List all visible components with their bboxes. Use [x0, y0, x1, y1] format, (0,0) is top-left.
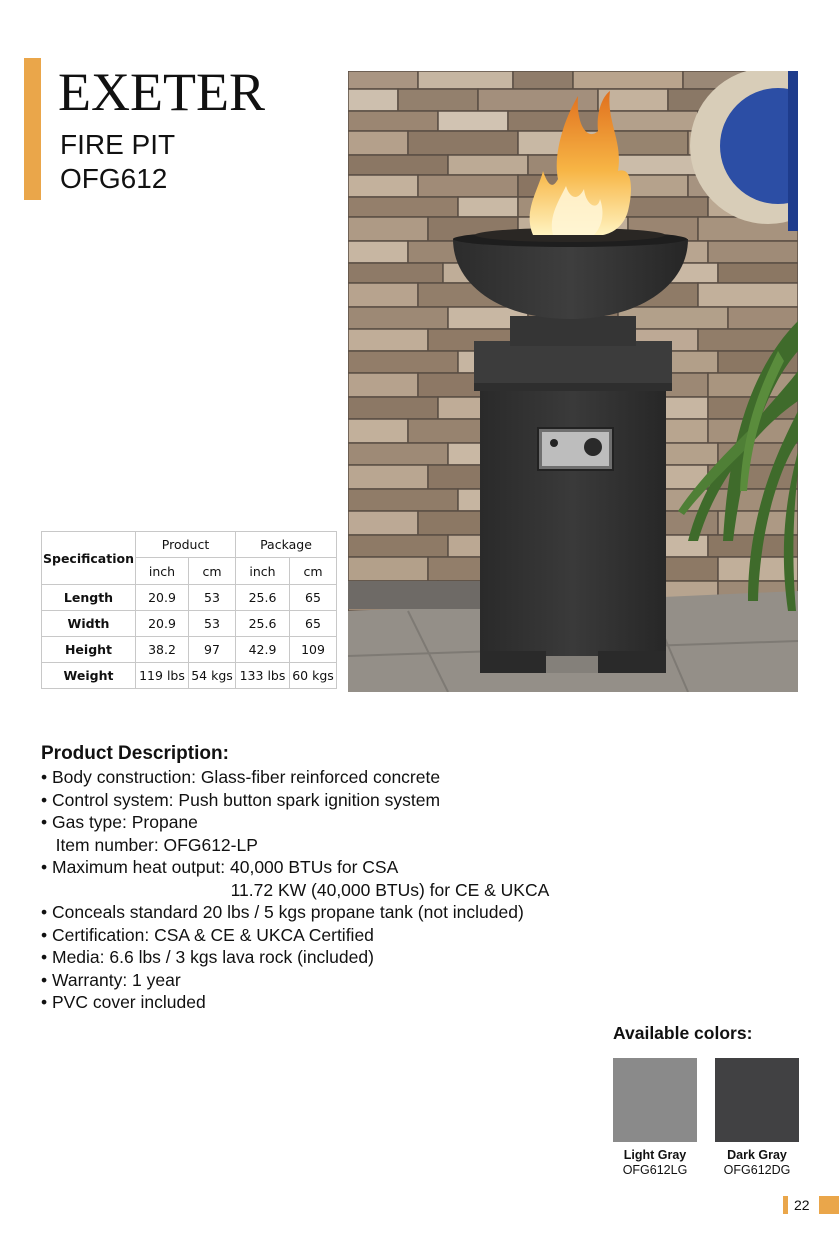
table-cell: 20.9: [136, 611, 189, 637]
table-cell: 42.9: [236, 637, 290, 663]
table-row: [42, 585, 337, 611]
table-row: [42, 611, 337, 637]
color-label-light-gray: [613, 1148, 697, 1178]
description-line: • Media: 6.6 lbs / 3 kgs lava rock (included): [41, 947, 374, 967]
table-cell: 97: [189, 637, 236, 663]
description-line: • Body construction: Glass-fiber reinforced concrete: [41, 767, 441, 787]
description-title: Product Description:: [41, 743, 229, 764]
page-number-accent-left: [783, 1196, 788, 1214]
row-label: Length: [42, 585, 136, 611]
product-group-header: Product: [136, 532, 236, 558]
subtitle-type: FIRE PIT: [60, 129, 176, 160]
row-label: Weight: [42, 663, 136, 689]
color-code: OFG612LG: [622, 1163, 688, 1177]
table-cell: 20.9: [136, 585, 189, 611]
color-name: Dark Gray: [727, 1148, 787, 1162]
table-cell: 53: [189, 611, 236, 637]
unit-header: cm: [290, 558, 337, 585]
table-cell: 60 kgs: [290, 663, 337, 689]
table-cell: 25.6: [236, 611, 290, 637]
table-row: [42, 637, 337, 663]
unit-header: cm: [189, 558, 236, 585]
table-cell: 65: [290, 611, 337, 637]
table-cell: 38.2: [136, 637, 189, 663]
page-number-accent-right: [819, 1196, 839, 1214]
row-label: Height: [42, 637, 136, 663]
description-line: • Warranty: 1 year: [41, 969, 181, 990]
description-line: • PVC cover included: [41, 992, 206, 1012]
spec-header: Specification: [42, 532, 136, 585]
product-title: EXETER: [58, 62, 265, 122]
description-line: • Control system: Push button spark ignition system: [41, 789, 441, 810]
color-code: OFG612DG: [723, 1163, 791, 1177]
description-line: • Certification: CSA & CE & UKCA Certified: [41, 924, 374, 945]
row-label: Width: [42, 611, 136, 637]
color-label-dark-gray: [715, 1148, 799, 1178]
description-line: • Conceals standard 20 lbs / 5 kgs propane tank (not included): [41, 902, 524, 922]
table-cell: 119 lbs: [136, 663, 189, 689]
table-cell: 133 lbs: [236, 663, 290, 689]
table-cell: 25.6: [236, 585, 290, 611]
description-line: • Maximum heat output: 40,000 BTUs for CSA: [41, 857, 399, 877]
table-cell: 53: [189, 585, 236, 611]
available-colors-title: Available colors:: [613, 1023, 753, 1043]
unit-header: inch: [236, 558, 290, 585]
color-swatch-light-gray: [613, 1058, 697, 1142]
product-description: [41, 742, 661, 1014]
description-line: Item number: OFG612-LP: [41, 834, 258, 855]
color-swatch-dark-gray: [715, 1058, 799, 1142]
package-group-header: Package: [236, 532, 337, 558]
fire-pit-photo: [348, 71, 798, 692]
title-accent-bar: [24, 58, 41, 200]
description-line: • Gas type: Propane: [41, 812, 198, 832]
table-cell: 54 kgs: [189, 663, 236, 689]
specification-table: [41, 531, 337, 689]
unit-header: inch: [136, 558, 189, 585]
product-subtitle: [60, 128, 175, 196]
page-number: 22: [794, 1197, 810, 1213]
table-row: [42, 663, 337, 689]
subtitle-model: OFG612: [60, 163, 168, 194]
color-name: Light Gray: [623, 1148, 687, 1162]
table-cell: 65: [290, 585, 337, 611]
description-line: 11.72 KW (40,000 BTUs) for CE & UKCA: [41, 879, 550, 900]
table-cell: 109: [290, 637, 337, 663]
